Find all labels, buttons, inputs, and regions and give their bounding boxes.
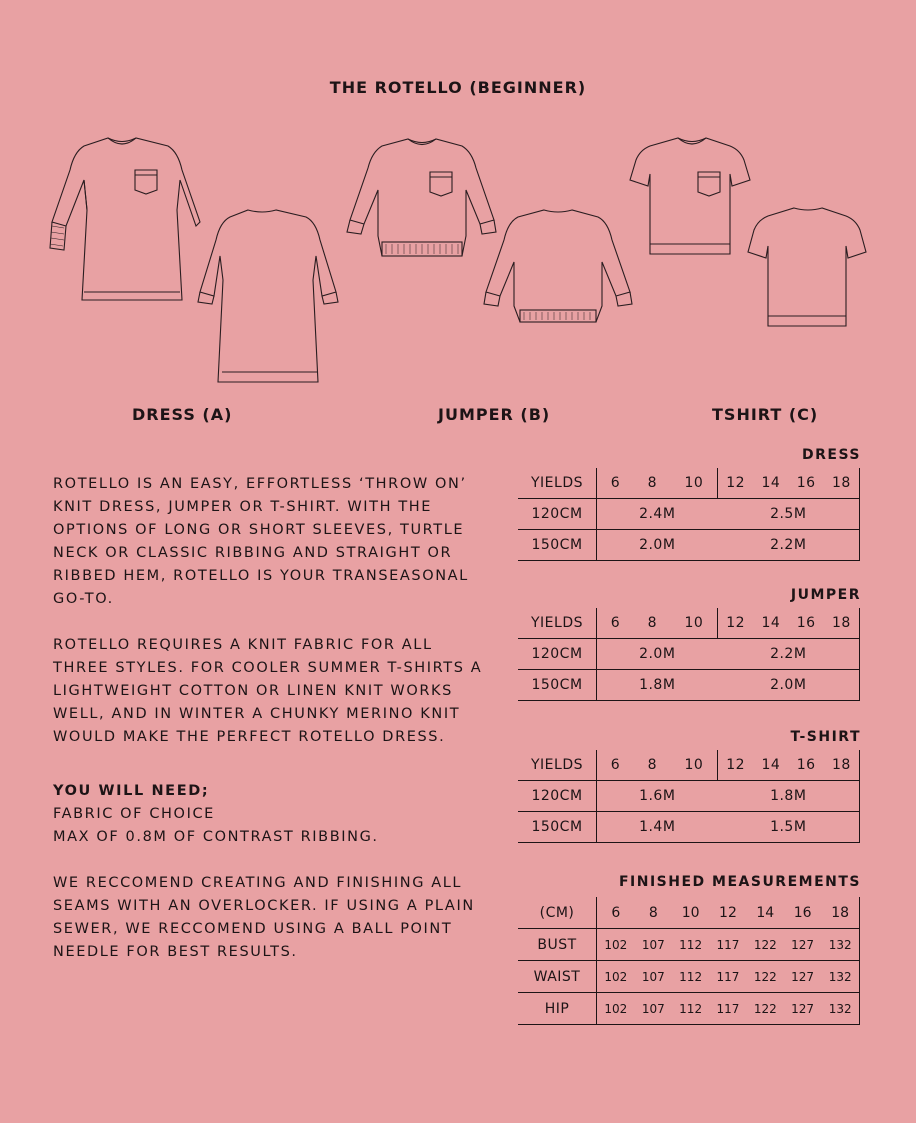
need-item: MAX OF 0.8M OF CONTRAST RIBBING. bbox=[53, 829, 379, 845]
jumper-front-illustration bbox=[347, 139, 496, 256]
style-label-jumper: JUMPER (B) bbox=[438, 405, 551, 424]
you-will-need bbox=[53, 780, 493, 849]
table-row: 120CM 1.6M 1.8M bbox=[518, 781, 860, 812]
page-title: THE ROTELLO (BEGINNER) bbox=[329, 78, 587, 97]
need-item: FABRIC OF CHOICE bbox=[53, 806, 215, 822]
tshirt-back-illustration bbox=[748, 208, 866, 326]
garment-illustrations bbox=[0, 120, 916, 390]
dress-table-title: DRESS bbox=[801, 447, 861, 463]
dress-front-illustration bbox=[50, 138, 200, 300]
table-row: 150CM 2.0M 2.2M bbox=[518, 530, 860, 561]
table-row: BUST 102 107 112 117 122 127 132 bbox=[518, 929, 860, 961]
style-label-tshirt: TSHIRT (C) bbox=[712, 405, 819, 424]
measurements-table: (CM) 6 8 10 12 14 16 18 BUST 102 107 112 117 122 127 132 WAIST 102 107 112 117 122 127 132 HIP 102 107 112 117 122 127 132 bbox=[518, 897, 860, 1025]
fabric-paragraph: ROTELLO REQUIRES A KNIT FABRIC FOR ALL THREE STYLES. FOR COOLER SUMMER T-SHIRTS A LIGHTWEIGHT COTTON OR LINEN KNIT WORKS WELL, AND IN WINTER A CHUNKY MERINO KNIT WOULD MAKE THE PERFECT ROTELLO DRESS. bbox=[53, 637, 483, 745]
yields-header: YIELDS bbox=[531, 615, 583, 631]
unit-header: (CM) bbox=[539, 904, 575, 921]
tshirt-table-title: T-SHIRT bbox=[790, 729, 861, 745]
yields-header: YIELDS bbox=[531, 475, 583, 491]
jumper-yield-table: YIELDS 6 8 10 12 14 16 18 120CM 2.0M 2.2M 150CM 1.8M 2.0M bbox=[518, 608, 860, 701]
yields-header: YIELDS bbox=[531, 757, 583, 773]
measurements-title: FINISHED MEASUREMENTS bbox=[618, 874, 861, 890]
table-row: 120CM 2.4M 2.5M bbox=[518, 499, 860, 530]
table-row: 120CM 2.0M 2.2M bbox=[518, 639, 860, 670]
table-row: 150CM 1.4M 1.5M bbox=[518, 812, 860, 843]
table-row: HIP 102 107 112 117 122 127 132 bbox=[518, 993, 860, 1025]
tshirt-yield-table: YIELDS 6 8 10 12 14 16 18 120CM 1.6M 1.8M 150CM 1.4M 1.5M bbox=[518, 750, 860, 843]
you-will-need-heading: YOU WILL NEED; bbox=[53, 783, 210, 799]
table-row: WAIST 102 107 112 117 122 127 132 bbox=[518, 961, 860, 993]
table-row: 150CM 1.8M 2.0M bbox=[518, 670, 860, 701]
recommend-paragraph: WE RECCOMEND CREATING AND FINISHING ALL SEAMS WITH AN OVERLOCKER. IF USING A PLAIN SEWER, WE RECCOMEND USING A BALL POINT NEEDLE FOR BEST RESULTS. bbox=[53, 875, 475, 960]
dress-back-illustration bbox=[198, 210, 338, 382]
jumper-table-title: JUMPER bbox=[790, 587, 861, 603]
dress-yield-table: YIELDS 6 8 10 12 14 16 18 120CM 2.4M 2.5M 150CM 2.0M 2.2M bbox=[518, 468, 860, 561]
intro-paragraph: ROTELLO IS AN EASY, EFFORTLESS ‘THROW ON’ KNIT DRESS, JUMPER OR T-SHIRT. WITH THE OPTIONS OF LONG OR SHORT SLEEVES, TURTLE NECK OR CLASSIC RIBBING AND STRAIGHT OR RIBBED HEM, ROTELLO IS YOUR TRANSEASONAL GO-TO. bbox=[53, 476, 469, 607]
tshirt-front-illustration bbox=[630, 138, 750, 254]
style-label-dress: DRESS (A) bbox=[132, 405, 233, 424]
jumper-back-illustration bbox=[484, 210, 632, 322]
